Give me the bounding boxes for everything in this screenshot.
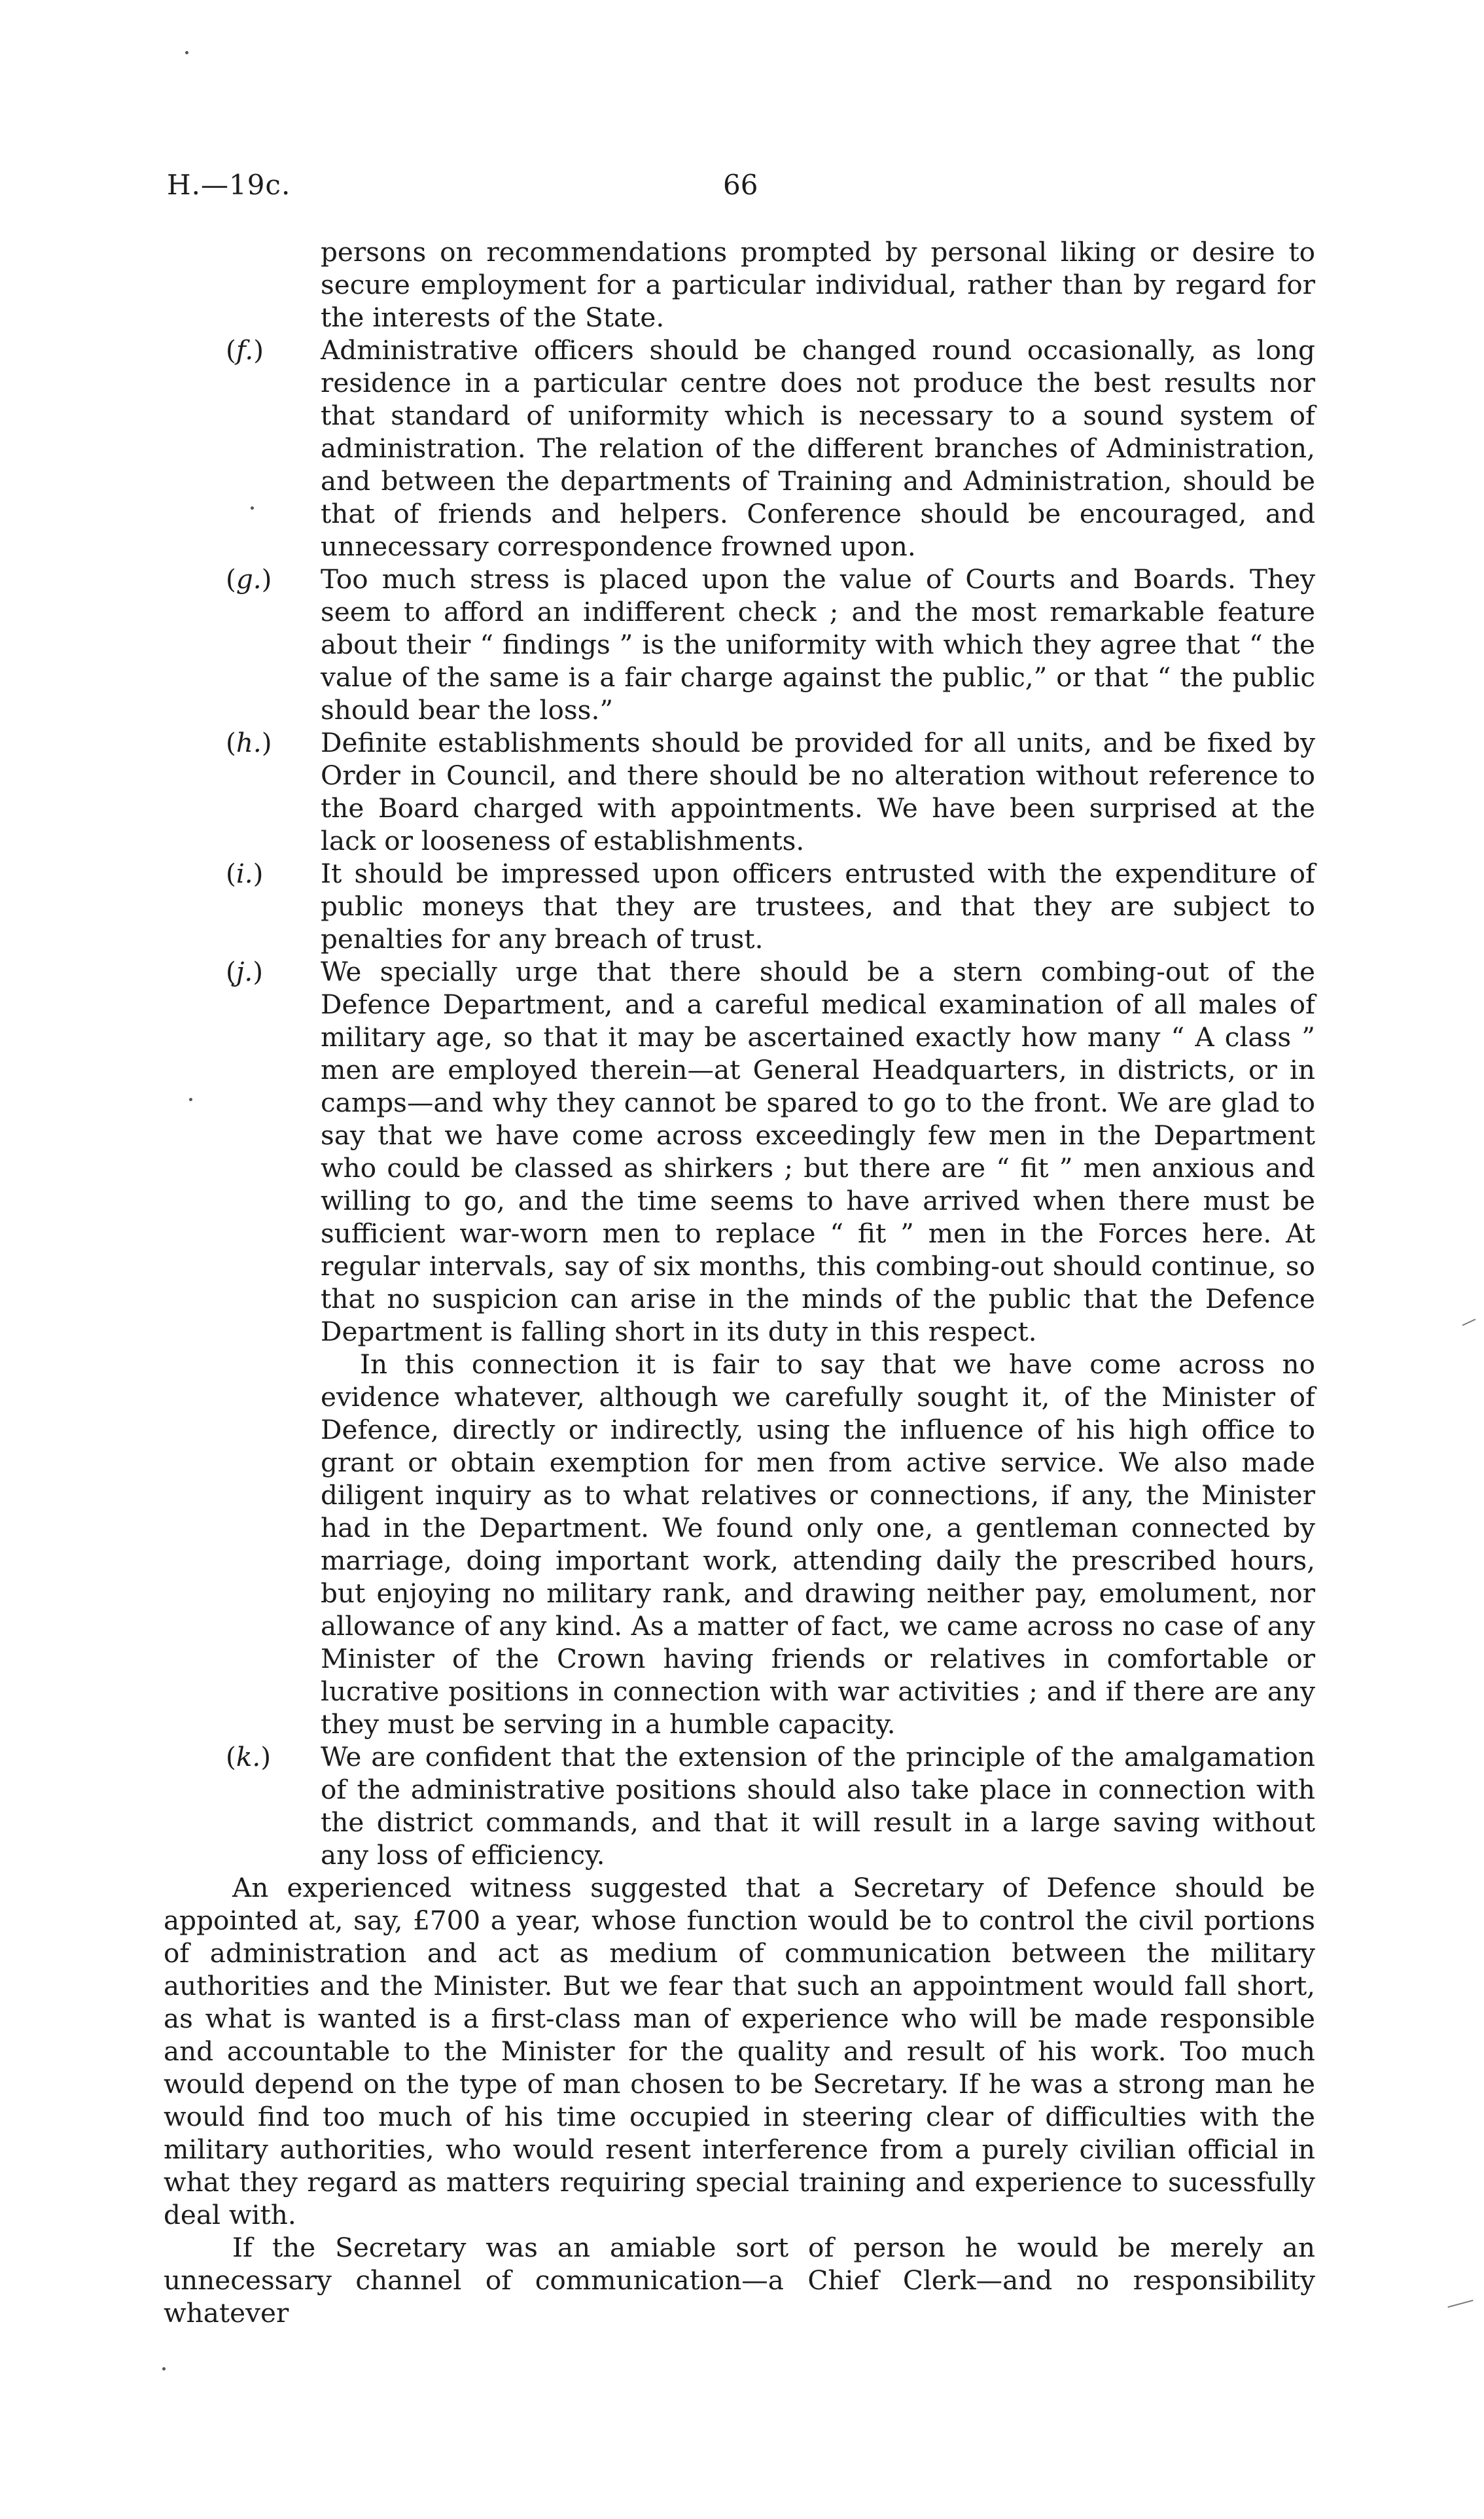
paragraph-secretary-amiable: If the Secretary was an amiable sort of person he would be merely an unnecessary channel of communication—a Chief Clerk—and no responsibility whatever (164, 2232, 1315, 2329)
item-label: (k.) (226, 1741, 272, 1772)
scan-edge-mark (1447, 2300, 1473, 2308)
list-item-f (164, 334, 1315, 563)
item-label: (h.) (226, 727, 272, 758)
item-text: We specially urge that there should be a stern combing-out of the Defence Department, and a careful medical examination of all males of military age, so that it may be ascertained exactly how many “ A class ” men are employed therein—at General Headquarters, in districts, or in camps—and why they cannot be spared to go to the front. We are glad to say that we have come across exceedingly few men in the Department who could be classed as shirkers ; but there are “ fit ” men anxious and willing to go, and the time seems to have arrived when there must be sufficient war-worn men to replace “ fit ” men in the Forces here. At regular intervals, say of six months, this combing-out should continue, so that no suspicion can arise in the minds of the public that the Defence Department is falling short in its duty in this respect. (321, 956, 1315, 1347)
scan-edge-mark (1462, 1318, 1476, 1326)
item-label: (j.) (226, 956, 264, 987)
list-item-h (164, 726, 1315, 857)
item-text: Too much stress is placed upon the value of Courts and Boards. They seem to afford an indifferent check ; and the most remarkable feature about their “ findings ” is the uniformity with which they agree that “ the value of the same is a fair charge against the public,” or that “ the public should bear the loss.” (321, 563, 1315, 726)
list-item-k (164, 1740, 1315, 1871)
item-text: Administrative officers should be changed round occasionally, as long residence in a particular centre does not produce the best results nor that standard of uniformity which is necessary to a sound system of administration. The relation of the different branches of Administration, and between the departments of Training and Administration, should be that of friends and helpers. Conference should be encouraged, and unnecessary correspondence frowned upon. (321, 334, 1315, 562)
item-text: We are confident that the extension of the principle of the amalgamation of the administrative positions should also take place in connection with the district commands, and that it will result in a large saving without any loss of efficiency. (321, 1741, 1315, 1871)
scan-speck (162, 2367, 166, 2370)
item-text: It should be impressed upon officers entrusted with the expenditure of public moneys that they are trustees, and that they are subject to penalties for any breach of trust. (321, 858, 1315, 955)
scan-speck (251, 506, 254, 510)
item-label: (g.) (226, 563, 272, 595)
page-number: 66 (723, 169, 758, 201)
list-item-j (164, 955, 1315, 1348)
item-label: (i.) (226, 858, 264, 889)
scan-speck (189, 1098, 192, 1101)
item-text: Definite establishments should be provided for all units, and be fixed by Order in Council, and there should be no alteration without reference to the Board charged with appointments. We have been surprised at the lack or looseness of establishments. (321, 727, 1315, 856)
continued-paragraph: persons on recommendations prompted by personal liking or desire to secure employment for a particular individual, rather than by regard for the interests of the State. (321, 236, 1315, 333)
list-item-i (164, 857, 1315, 955)
body-text (164, 236, 1315, 2329)
list-item-g (164, 563, 1315, 726)
item-j-subparagraph: In this connection it is fair to say that we have come across no evidence whatever, although we carefully sought it, of the Minister of Defence, directly or indirectly, using the influence of his high office to grant or obtain exemption for men from active service. We also made diligent inquiry as to what relatives or connections, if any, the Minister had in the Department. We found only one, a gentleman connected by marriage, doing important work, attending daily the prescribed hours, but enjoying no military rank, and drawing neither pay, emolument, nor allowance of any kind. As a matter of fact, we came across no case of any Minister of the Crown having friends or relatives in comfortable or lucrative positions in connection with war activities ; and if there are any they must be serving in a humble capacity. (321, 1348, 1315, 1740)
scan-speck (185, 51, 188, 54)
item-label: (f.) (226, 334, 264, 366)
paragraph-secretary-of-defence: An experienced witness suggested that a Secretary of Defence should be appointed at, say, £700 a year, whose function would be to control the civil portions of administration and act as medium of communication between the military authorities and the Minister. But we fear that such an appointment would fall short, as what is wanted is a first-class man of experience who will be made responsible and accountable to the Minister for the quality and result of his work. Too much would depend on the type of man chosen to be Secretary. If he was a strong man he would find too much of his time occupied in steering clear of difficulties with the military authorities, who would resent interference from a purely civilian official in what they regard as matters requiring special training and experience to sucessfully deal with. (164, 1872, 1315, 2230)
document-reference: H.—19c. (167, 169, 291, 201)
